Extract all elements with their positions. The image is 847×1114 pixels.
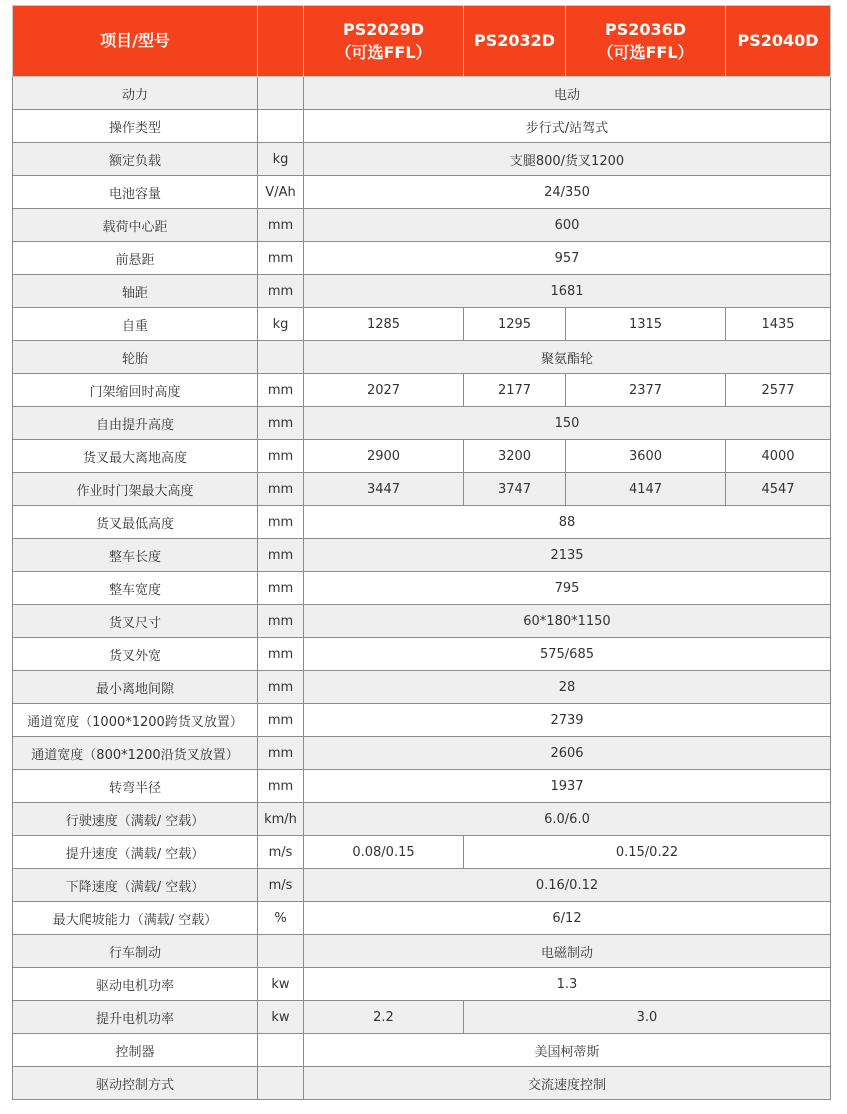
spec-label: 通道宽度（1000*1200跨货叉放置） [13, 704, 258, 737]
spec-value: 1435 [726, 308, 831, 341]
table-row [13, 572, 831, 605]
table-row [13, 539, 831, 572]
table-row [13, 176, 831, 209]
spec-unit: mm [258, 539, 304, 572]
spec-table-container [12, 5, 831, 1100]
table-row [13, 440, 831, 473]
spec-unit: V/Ah [258, 176, 304, 209]
spec-unit: kw [258, 1001, 304, 1034]
table-row [13, 506, 831, 539]
table-row [13, 1067, 831, 1100]
spec-value: 步行式/站驾式 [304, 110, 831, 143]
model-name: PS2032D [473, 31, 556, 51]
spec-value: 4000 [726, 440, 831, 473]
header-unit [258, 6, 304, 77]
spec-value: 2606 [304, 737, 831, 770]
spec-label: 驱动控制方式 [13, 1067, 258, 1100]
spec-value: 1295 [464, 308, 566, 341]
model-name: PS2029D [342, 19, 425, 39]
spec-label: 行驶速度（满载/ 空载） [13, 803, 258, 836]
table-row [13, 935, 831, 968]
table-row [13, 242, 831, 275]
table-row [13, 836, 831, 869]
spec-label: 动力 [13, 77, 258, 110]
table-row [13, 374, 831, 407]
spec-value: 交流速度控制 [304, 1067, 831, 1100]
table-header [13, 6, 831, 77]
spec-value: 0.08/0.15 [304, 836, 464, 869]
spec-unit: kg [258, 143, 304, 176]
spec-label: 驱动电机功率 [13, 968, 258, 1001]
spec-value: 3447 [304, 473, 464, 506]
table-row [13, 638, 831, 671]
spec-unit [258, 77, 304, 110]
spec-label: 货叉最大离地高度 [13, 440, 258, 473]
spec-label: 提升电机功率 [13, 1001, 258, 1034]
spec-value: 6/12 [304, 902, 831, 935]
table-row [13, 275, 831, 308]
spec-unit [258, 935, 304, 968]
spec-unit: m/s [258, 869, 304, 902]
spec-unit: m/s [258, 836, 304, 869]
spec-label: 电池容量 [13, 176, 258, 209]
spec-unit: mm [258, 275, 304, 308]
spec-label: 通道宽度（800*1200沿货叉放置） [13, 737, 258, 770]
table-row [13, 209, 831, 242]
spec-value: 957 [304, 242, 831, 275]
table-row [13, 110, 831, 143]
spec-value: 2739 [304, 704, 831, 737]
table-row [13, 77, 831, 110]
spec-label: 最小离地间隙 [13, 671, 258, 704]
table-row [13, 803, 831, 836]
table-row [13, 605, 831, 638]
spec-value: 2577 [726, 374, 831, 407]
table-row [13, 902, 831, 935]
spec-value: 24/350 [304, 176, 831, 209]
spec-value: 28 [304, 671, 831, 704]
spec-value: 4547 [726, 473, 831, 506]
header-row [13, 6, 831, 77]
model-option: （可选FFL） [335, 43, 432, 62]
table-row [13, 671, 831, 704]
table-row [13, 308, 831, 341]
spec-value: 795 [304, 572, 831, 605]
table-row [13, 1034, 831, 1067]
spec-label: 门架缩回时高度 [13, 374, 258, 407]
spec-value: 聚氨酯轮 [304, 341, 831, 374]
spec-value: 2900 [304, 440, 464, 473]
header-model-ps2032d [464, 6, 566, 77]
spec-value: 6.0/6.0 [304, 803, 831, 836]
spec-label: 货叉外宽 [13, 638, 258, 671]
spec-label: 行车制动 [13, 935, 258, 968]
spec-unit: mm [258, 374, 304, 407]
spec-label: 下降速度（满载/ 空载） [13, 869, 258, 902]
spec-label: 载荷中心距 [13, 209, 258, 242]
spec-label: 整车长度 [13, 539, 258, 572]
spec-value: 3747 [464, 473, 566, 506]
spec-unit: % [258, 902, 304, 935]
spec-unit [258, 1034, 304, 1067]
model-option: （可选FFL） [597, 43, 694, 62]
spec-label: 整车宽度 [13, 572, 258, 605]
spec-label: 轴距 [13, 275, 258, 308]
table-row [13, 737, 831, 770]
spec-unit: mm [258, 572, 304, 605]
spec-unit: mm [258, 407, 304, 440]
table-row [13, 869, 831, 902]
spec-unit [258, 110, 304, 143]
spec-value: 2.2 [304, 1001, 464, 1034]
spec-unit [258, 1067, 304, 1100]
spec-value: 2135 [304, 539, 831, 572]
spec-value: 2377 [566, 374, 726, 407]
spec-label: 转弯半径 [13, 770, 258, 803]
spec-label: 操作类型 [13, 110, 258, 143]
spec-label: 提升速度（满载/ 空载） [13, 836, 258, 869]
table-row [13, 704, 831, 737]
spec-label: 前悬距 [13, 242, 258, 275]
spec-unit: mm [258, 770, 304, 803]
spec-value: 4147 [566, 473, 726, 506]
table-row [13, 1001, 831, 1034]
spec-value: 电磁制动 [304, 935, 831, 968]
spec-value: 60*180*1150 [304, 605, 831, 638]
spec-unit: mm [258, 209, 304, 242]
header-item-model: 项目/型号 [13, 6, 258, 77]
spec-label: 作业时门架最大高度 [13, 473, 258, 506]
spec-label: 货叉最低高度 [13, 506, 258, 539]
table-body [13, 77, 831, 1100]
table-row [13, 341, 831, 374]
spec-unit: mm [258, 605, 304, 638]
header-model-ps2036d [566, 6, 726, 77]
spec-value: 1681 [304, 275, 831, 308]
spec-label: 轮胎 [13, 341, 258, 374]
header-model-ps2040d [726, 6, 831, 77]
spec-value: 1315 [566, 308, 726, 341]
spec-unit: mm [258, 737, 304, 770]
spec-unit: mm [258, 671, 304, 704]
spec-unit: mm [258, 440, 304, 473]
spec-unit: mm [258, 704, 304, 737]
header-model-ps2029d [304, 6, 464, 77]
spec-value: 支腿800/货叉1200 [304, 143, 831, 176]
spec-label: 货叉尺寸 [13, 605, 258, 638]
spec-value: 2177 [464, 374, 566, 407]
table-row [13, 968, 831, 1001]
spec-value: 1285 [304, 308, 464, 341]
model-name: PS2040D [737, 31, 819, 51]
spec-table [12, 5, 831, 1100]
spec-value: 3600 [566, 440, 726, 473]
spec-unit: mm [258, 638, 304, 671]
spec-unit: mm [258, 506, 304, 539]
spec-label: 额定负载 [13, 143, 258, 176]
spec-value: 美国柯蒂斯 [304, 1034, 831, 1067]
spec-unit: kw [258, 968, 304, 1001]
spec-value: 电动 [304, 77, 831, 110]
spec-value: 3.0 [464, 1001, 831, 1034]
spec-value: 150 [304, 407, 831, 440]
spec-value: 1.3 [304, 968, 831, 1001]
spec-unit: kg [258, 308, 304, 341]
model-name: PS2036D [604, 19, 687, 39]
spec-value: 0.16/0.12 [304, 869, 831, 902]
spec-label: 最大爬坡能力（满载/ 空载） [13, 902, 258, 935]
spec-value: 2027 [304, 374, 464, 407]
spec-label: 自重 [13, 308, 258, 341]
spec-label: 自由提升高度 [13, 407, 258, 440]
spec-unit: mm [258, 242, 304, 275]
spec-label: 控制器 [13, 1034, 258, 1067]
spec-value: 575/685 [304, 638, 831, 671]
spec-value: 3200 [464, 440, 566, 473]
spec-unit [258, 341, 304, 374]
spec-value: 88 [304, 506, 831, 539]
table-row [13, 407, 831, 440]
spec-value: 600 [304, 209, 831, 242]
table-row [13, 770, 831, 803]
spec-unit: km/h [258, 803, 304, 836]
table-row [13, 143, 831, 176]
spec-unit: mm [258, 473, 304, 506]
table-row [13, 473, 831, 506]
spec-value: 1937 [304, 770, 831, 803]
spec-value: 0.15/0.22 [464, 836, 831, 869]
